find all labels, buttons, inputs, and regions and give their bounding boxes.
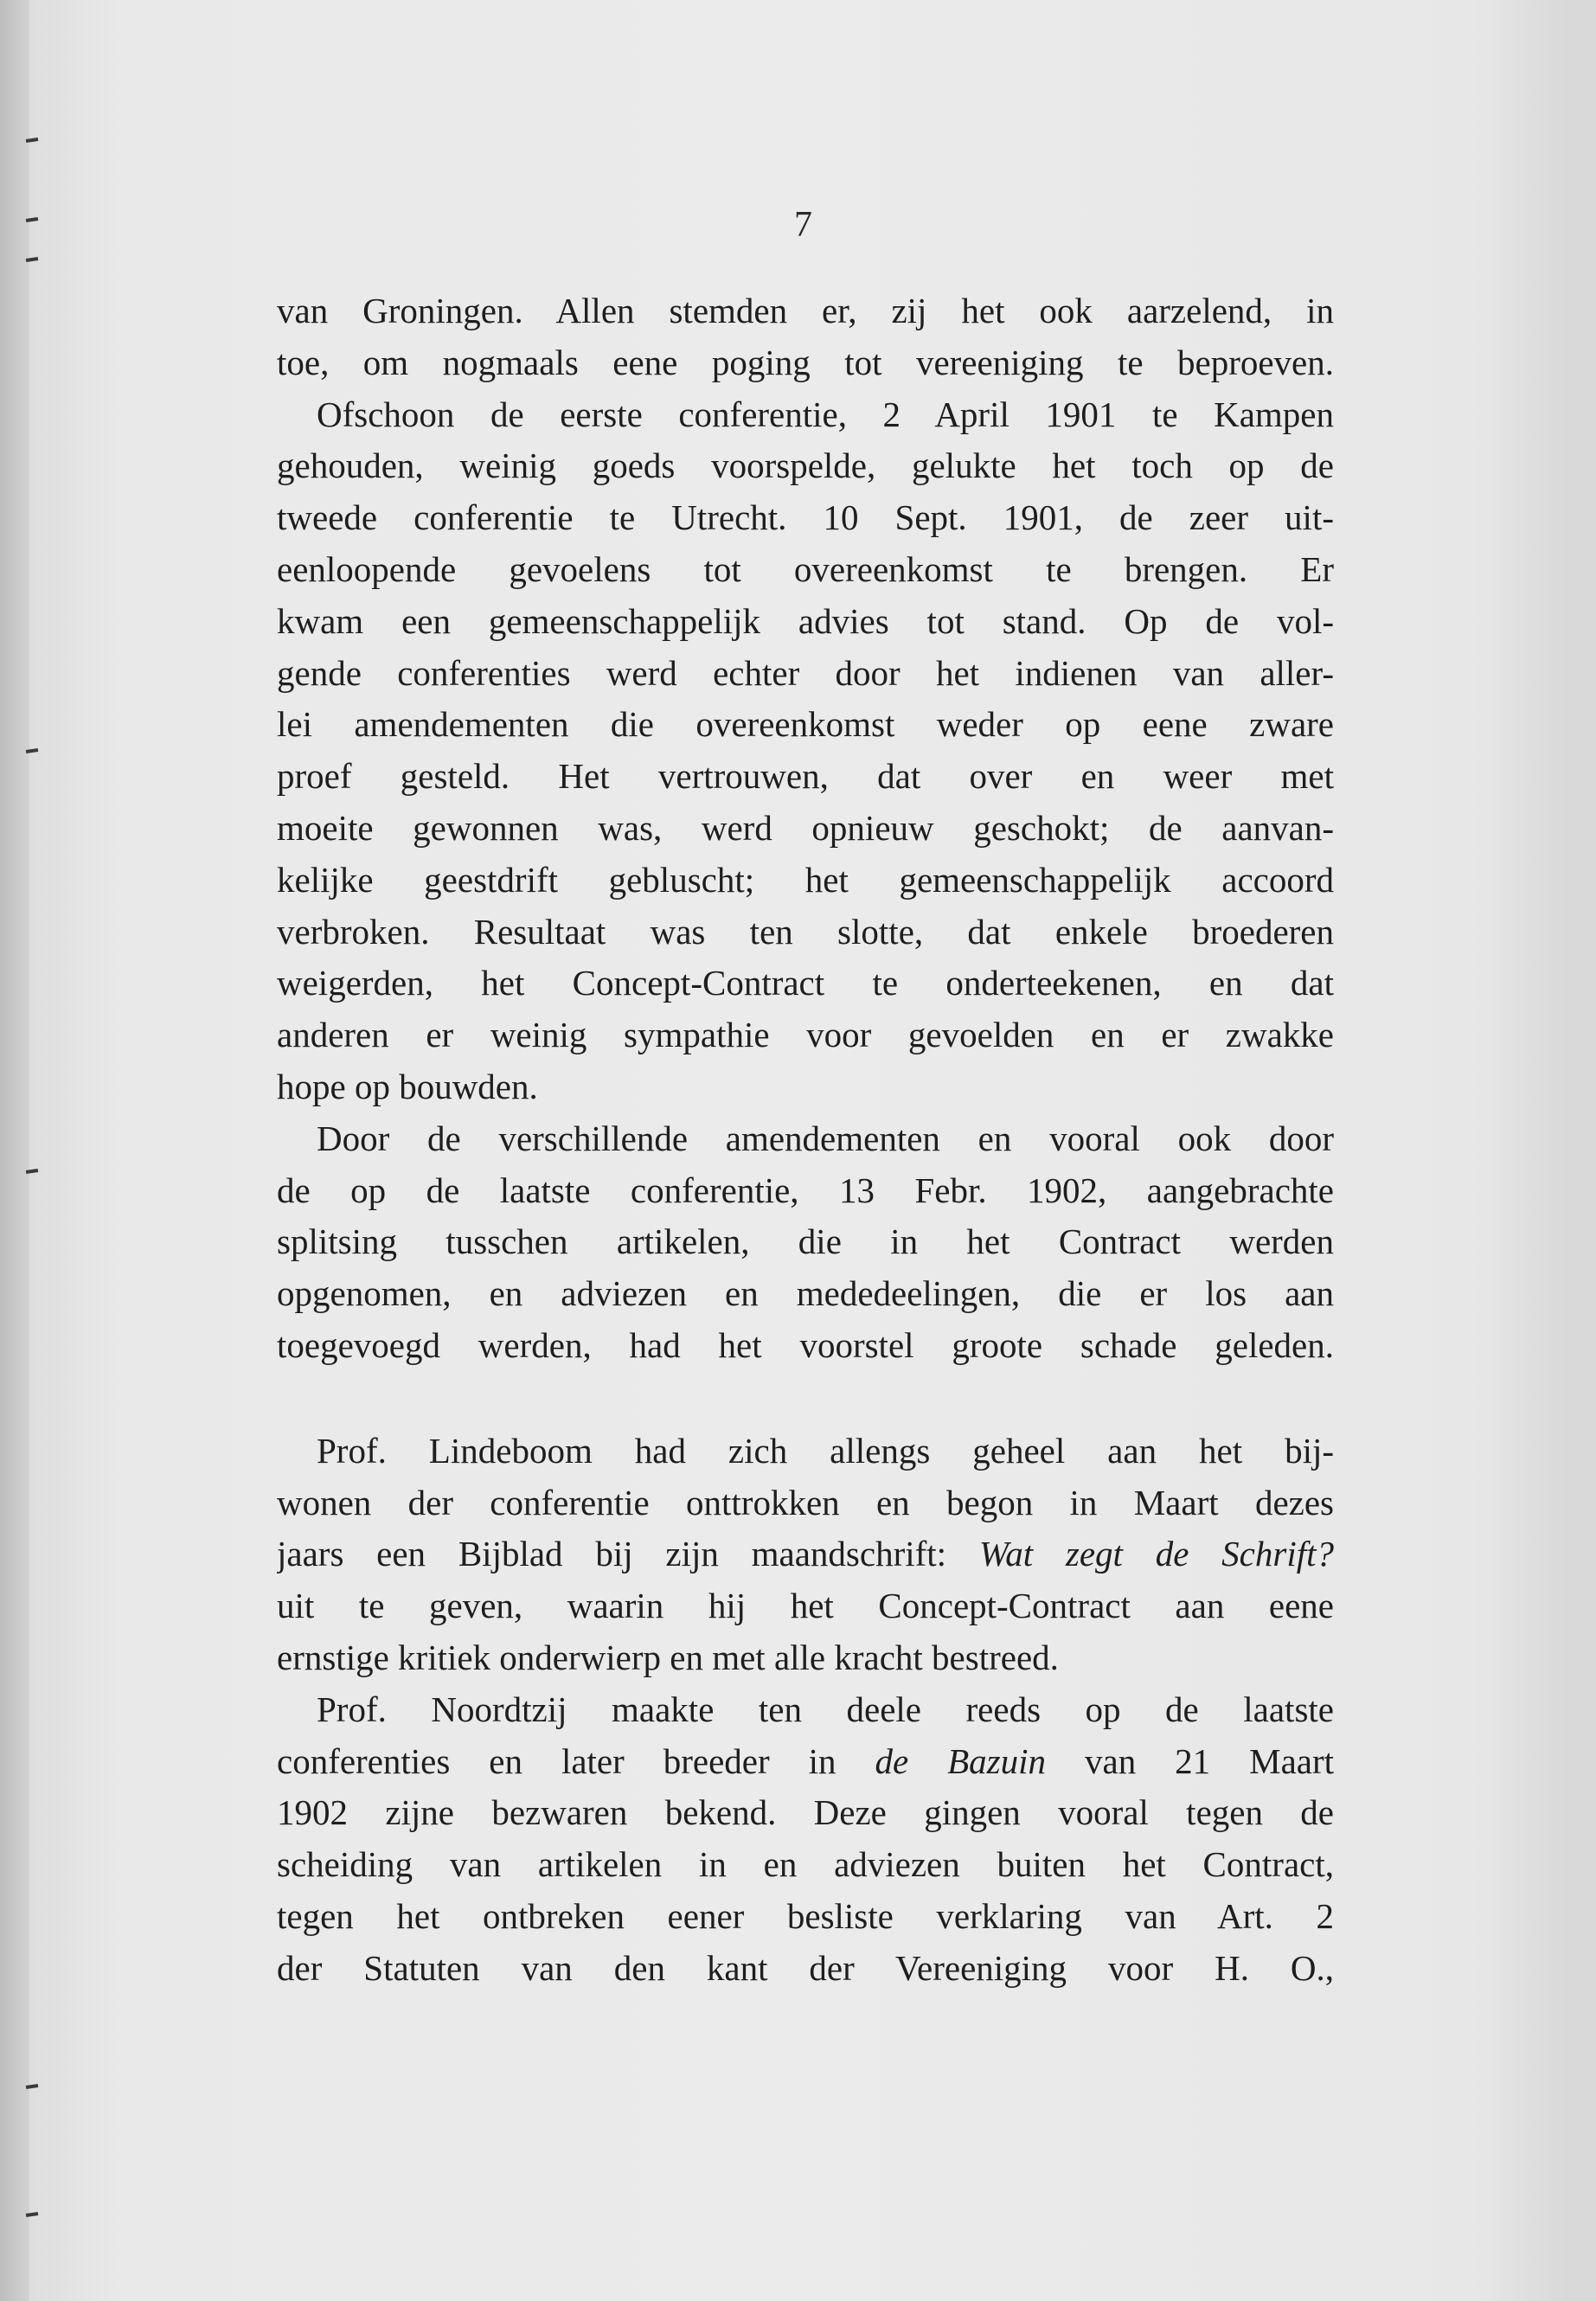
text-line: [277, 285, 1334, 337]
text-line: [277, 648, 1334, 700]
text-line: [277, 1580, 1334, 1632]
text-line: [277, 1684, 1334, 1736]
text-line-content: de op de laatste conferentie, 13 Febr. 1902, aangebrachte: [277, 1170, 1334, 1210]
text-line: [277, 544, 1334, 596]
text-line-content: toe, om nogmaals eene poging tot vereeniging te beproeven.: [277, 342, 1334, 382]
text-line-content: toegevoegd werden, had het voorstel groote schade geleden.: [277, 1324, 1334, 1365]
text-line-continuation: van 21 Maart: [1046, 1740, 1334, 1781]
page-number: 7: [794, 205, 812, 245]
text-line: [277, 1320, 1334, 1372]
text-line: [277, 907, 1334, 958]
text-line-content: Prof. Lindeboom had zich allengs geheel aan het bij-: [317, 1430, 1334, 1471]
text-line: [277, 855, 1334, 907]
text-line: [277, 1426, 1334, 1477]
text-line: [277, 699, 1334, 751]
text-line-content: Door de verschillende amendementen en vooral ook door: [317, 1118, 1334, 1158]
text-line-content: 1902 zijne bezwaren bekend. Deze gingen vooral tegen de: [277, 1792, 1334, 1833]
text-line-content: anderen er weinig sympathie voor gevoelden en er zwakke: [277, 1015, 1334, 1055]
text-line-content: lei amendementen die overeenkomst weder op eene zware: [277, 704, 1334, 745]
italic-title: de Bazuin: [875, 1740, 1047, 1781]
text-line-content: hope op bouwden.: [277, 1066, 538, 1106]
text-line-content: kelijke geestdrift gebluscht; het gemeenschappelijk accoord: [277, 859, 1334, 900]
text-line-content: scheiding van artikelen in en adviezen buiten het Contract,: [277, 1844, 1334, 1885]
text-line-content: gende conferenties werd echter door het indienen van aller-: [277, 652, 1334, 693]
text-line: [277, 389, 1334, 441]
text-line: [277, 1839, 1334, 1891]
text-line-content: ernstige kritiek onderwierp en met alle kracht bestreed.: [277, 1637, 1059, 1677]
text-line-content: van Groningen. Allen stemden er, zij het ook aarzelend, in: [277, 291, 1334, 330]
italic-title: Wat zegt de Schrift?: [978, 1534, 1334, 1574]
text-line: [277, 1529, 1334, 1580]
text-line-content: gehouden, weinig goeds voorspelde, gelukte het toch op de: [277, 445, 1334, 486]
text-line-content: eenloopende gevoelens tot overeenkomst te brengen. Er: [277, 548, 1334, 589]
text-line-content: tweede conferentie te Utrecht. 10 Sept. 1901, de zeer uit-: [277, 497, 1334, 538]
text-line: [277, 1216, 1334, 1268]
text-line-content: Ofschoon de eerste conferentie, 2 April 1901 te Kampen: [317, 394, 1334, 434]
section-gap: [277, 1372, 1334, 1426]
text-line: [277, 1061, 1334, 1113]
text-line-content: uit te geven, waarin hij het Concept-Contract aan eene: [277, 1586, 1334, 1626]
text-line: [277, 958, 1334, 1009]
text-line-content: jaars een Bijblad bij zijn maandschrift:: [277, 1534, 979, 1574]
text-line: [277, 1787, 1334, 1839]
text-line: [277, 1477, 1334, 1529]
text-line-content: conferenties en later breeder in: [277, 1740, 875, 1781]
text-line: [277, 337, 1334, 389]
text-line-content: opgenomen, en adviezen en mededeelingen, die er los aan: [277, 1273, 1334, 1314]
text-line: [277, 751, 1334, 803]
text-line: [277, 1113, 1334, 1165]
text-line: [277, 1943, 1334, 1995]
text-line: [277, 1891, 1334, 1943]
text-line: [277, 440, 1334, 492]
text-line-content: weigerden, het Concept-Contract te onderteekenen, en dat: [277, 963, 1334, 1003]
text-line-content: Prof. Noordtzij maakte ten deele reeds op de laatste: [317, 1689, 1334, 1729]
text-line-content: moeite gewonnen was, werd opnieuw geschokt; de aanvan-: [277, 807, 1334, 848]
text-line: [277, 492, 1334, 544]
text-line-content: tegen het ontbreken eener besliste verklaring van Art. 2: [277, 1895, 1334, 1936]
text-line: [277, 596, 1334, 648]
text-line-content: wonen der conferentie onttrokken en begon in Maart dezes: [277, 1482, 1334, 1522]
text-line: [277, 803, 1334, 855]
text-line-content: proef gesteld. Het vertrouwen, dat over en weer met: [277, 756, 1334, 797]
text-line-content: der Statuten van den kant der Vereeniging voor H. O.,: [277, 1947, 1334, 1988]
scan-page-edge: [0, 0, 29, 2301]
body-text: [277, 285, 1334, 1995]
text-line: [277, 1632, 1334, 1684]
text-line: [277, 1268, 1334, 1320]
text-line-content: splitsing tusschen artikelen, die in het Contract werden: [277, 1221, 1334, 1262]
text-line: [277, 1736, 1334, 1788]
text-line: [277, 1165, 1334, 1217]
text-line-content: verbroken. Resultaat was ten slotte, dat enkele broederen: [277, 911, 1334, 952]
text-line: [277, 1009, 1334, 1061]
text-line-content: kwam een gemeenschappelijk advies tot stand. Op de vol-: [277, 600, 1334, 641]
